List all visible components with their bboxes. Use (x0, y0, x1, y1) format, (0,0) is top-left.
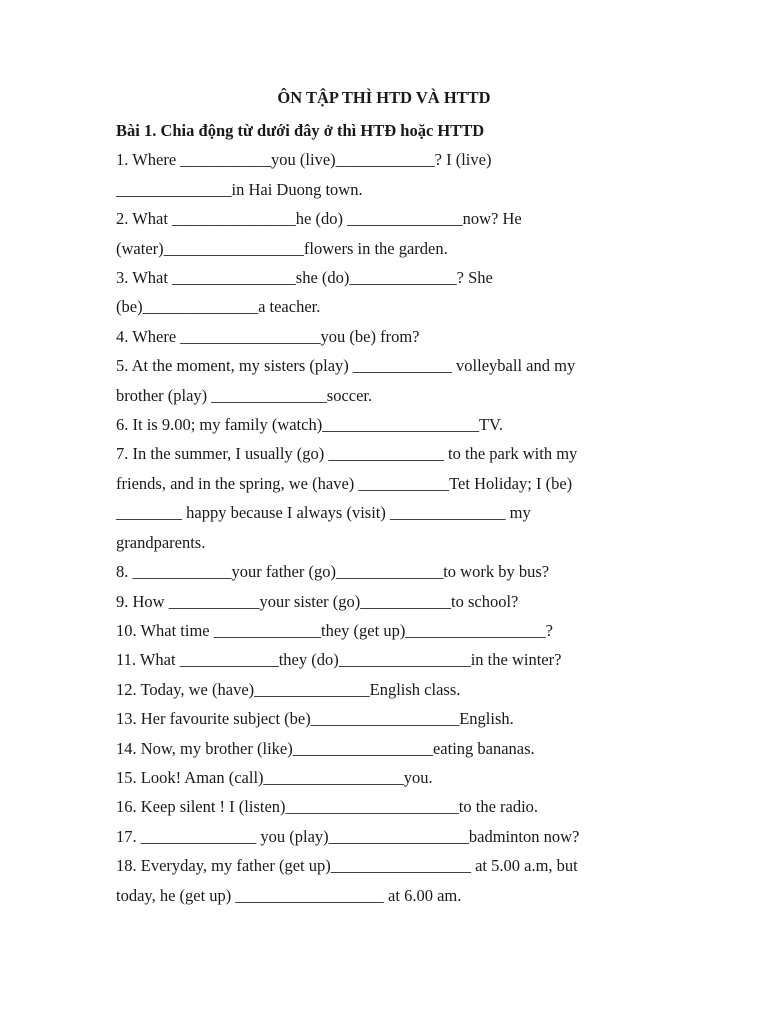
text-line: friends, and in the spring, we (have) ___________Tet Holiday; I (be) (116, 473, 573, 493)
text-line: today, he (get up) __________________ at 6.00 am. (116, 885, 462, 905)
text-line: ______________in Hai Duong town. (116, 179, 363, 199)
text-line: 16. Keep silent ! I (listen)_____________________to the radio. (116, 797, 539, 817)
text-line: 4. Where _________________you (be) from? (116, 326, 420, 346)
worksheet-page (116, 86, 636, 910)
text-line: 3. What _______________she (do)_____________? She (116, 268, 493, 288)
text-line: grandparents. (116, 532, 206, 552)
text-line: 18. Everyday, my father (get up)_________________ at 5.00 a.m, but (116, 856, 578, 876)
text-line: 14. Now, my brother (like)_________________eating bananas. (116, 738, 535, 758)
document-title: ÔN TẬP THÌ HTD VÀ HTTD (277, 88, 491, 107)
text-line: 9. How ___________your sister (go)___________to school? (116, 591, 519, 611)
text-line: 2. What _______________he (do) ______________now? He (116, 209, 522, 229)
text-line: 10. What time _____________they (get up)_________________? (116, 620, 553, 640)
text-line: (water)_________________flowers in the garden. (116, 238, 448, 258)
text-line: 17. ______________ you (play)_________________badminton now? (116, 826, 580, 846)
text-line: 6. It is 9.00; my family (watch)___________________TV. (116, 415, 503, 435)
text-line: ________ happy because I always (visit) ______________ my (116, 503, 531, 523)
text-line: 8. ____________your father (go)_____________to work by bus? (116, 562, 550, 582)
text-line: 11. What ____________they (do)________________in the winter? (116, 650, 562, 670)
text-line: (be)______________a teacher. (116, 297, 321, 317)
text-line: 13. Her favourite subject (be)__________________English. (116, 709, 514, 729)
exercise-heading: Bài 1. Chia động từ dưới đây ở thì HTĐ hoặc HTTD (116, 121, 485, 140)
text-line: 1. Where ___________you (live)____________? I (live) (116, 150, 492, 170)
text-line: 5. At the moment, my sisters (play) ____________ volleyball and my (116, 356, 576, 376)
text-line: 7. In the summer, I usually (go) ______________ to the park with my (116, 444, 578, 464)
text-line: brother (play) ______________soccer. (116, 385, 373, 405)
text-line: 15. Look! Aman (call)_________________you. (116, 767, 433, 787)
text-line: 12. Today, we (have)______________English class. (116, 679, 461, 699)
